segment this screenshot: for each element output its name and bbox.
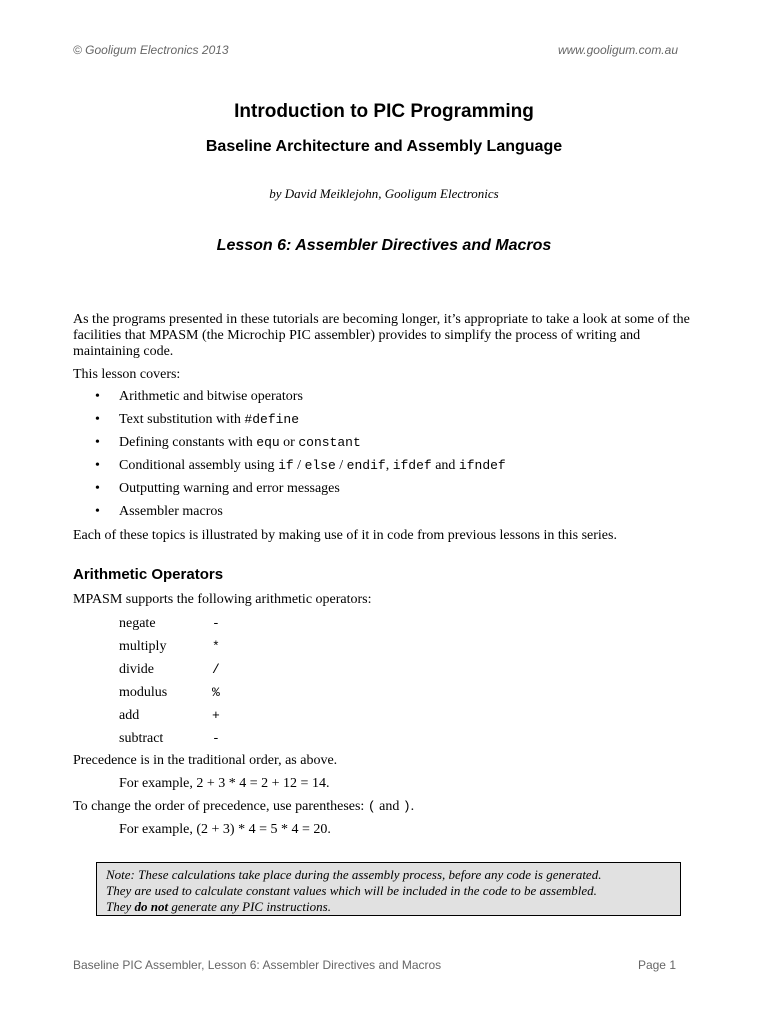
operator-symbol: - (212, 731, 220, 746)
note-emphasis: do not (134, 899, 169, 914)
note-text: They (106, 899, 135, 914)
operator-name: multiply (119, 638, 167, 654)
operator-symbol: % (212, 685, 220, 700)
code-paren-close: ) (402, 799, 411, 814)
note-box (96, 862, 681, 916)
table-row (119, 612, 220, 635)
intro-paragraph: As the programs presented in these tutorials are becoming longer, it’s appropriate to take a look at some of the facilities that MPASM (the Microchip PIC assembler) provides to simplify the process of writing and maintaining code. (73, 312, 690, 359)
operator-name: negate (119, 615, 156, 631)
note-text: generate any PIC instructions. (168, 899, 331, 914)
table-row (119, 727, 220, 750)
topic-text: Conditional assembly using (119, 458, 279, 473)
bullet-icon: • (95, 435, 100, 450)
operator-symbol: + (212, 708, 220, 723)
bullet-icon: • (95, 504, 100, 519)
author-line: by David Meiklejohn, Gooligum Electronics (269, 186, 499, 201)
lesson-title: Lesson 6: Assembler Directives and Macros (216, 237, 552, 254)
list-item (73, 481, 506, 504)
separator: / (293, 458, 305, 473)
code-constant: constant (298, 435, 361, 450)
example-precedence: For example, 2 + 3 * 4 = 2 + 12 = 14. (119, 776, 330, 791)
topic-text: Arithmetic and bitwise operators (119, 389, 303, 404)
header-website: www.gooligum.com.au (557, 43, 678, 57)
bullet-icon: • (95, 458, 100, 473)
topic-text: Defining constants with (119, 435, 257, 450)
list-item (73, 412, 506, 435)
table-row (119, 658, 220, 681)
code-paren-open: ( (367, 799, 376, 814)
separator: / (335, 458, 347, 473)
separator: , (385, 458, 393, 473)
operator-symbol: / (212, 662, 220, 677)
bullet-icon: • (95, 481, 100, 496)
table-row (119, 704, 220, 727)
operator-name: modulus (119, 684, 168, 700)
operators-lead: MPASM supports the following arithmetic operators: (73, 592, 372, 607)
code-define: #define (244, 412, 300, 427)
list-item (73, 435, 506, 458)
code-else: else (304, 458, 336, 473)
operators-table (119, 612, 220, 750)
code-ifndef: ifndef (458, 458, 506, 473)
parentheses-lead: To change the order of precedence, use parentheses: (73, 799, 368, 814)
parentheses-text (73, 799, 693, 815)
list-item (73, 458, 506, 481)
document-title: Introduction to PIC Programming (234, 101, 534, 122)
table-row (119, 635, 220, 658)
note-line (106, 899, 671, 915)
period: . (410, 799, 415, 814)
covers-label: This lesson covers: (73, 367, 181, 382)
footer-page-number: Page 1 (637, 958, 676, 972)
bullet-icon: • (95, 389, 100, 404)
table-row (119, 681, 220, 704)
precedence-text: Precedence is in the traditional order, as above. (73, 753, 338, 768)
operator-name: subtract (119, 730, 164, 746)
topic-text: Text substitution with (119, 412, 245, 427)
footer-doc-title: Baseline PIC Assembler, Lesson 6: Assembler Directives and Macros (73, 958, 442, 972)
topic-text: or (279, 435, 299, 450)
operator-name: add (119, 707, 140, 723)
document-subtitle: Baseline Architecture and Assembly Language (205, 138, 563, 155)
operator-symbol: * (212, 639, 220, 654)
separator: and (431, 458, 459, 473)
example-parentheses: For example, (2 + 3) * 4 = 5 * 4 = 20. (119, 822, 331, 837)
section-heading-arithmetic: Arithmetic Operators (73, 566, 224, 583)
and-word: and (375, 799, 403, 814)
topic-text: Assembler macros (119, 504, 223, 519)
code-ifdef: ifdef (392, 458, 432, 473)
note-line: Note: These calculations take place during the assembly process, before any code is generated. (106, 867, 602, 882)
topic-list (73, 389, 506, 527)
topic-text: Outputting warning and error messages (119, 481, 340, 496)
operator-symbol: - (212, 616, 220, 631)
bullet-icon: • (95, 412, 100, 427)
operator-name: divide (119, 661, 154, 677)
note-line: They are used to calculate constant values which will be included in the code to be assembled. (106, 883, 597, 898)
list-item (73, 389, 506, 412)
header-copyright: © Gooligum Electronics 2013 (73, 43, 229, 57)
topics-closing: Each of these topics is illustrated by making use of it in code from previous lessons in this series. (73, 528, 617, 543)
code-if: if (278, 458, 294, 473)
code-equ: equ (256, 435, 280, 450)
list-item (73, 504, 506, 527)
code-endif: endif (346, 458, 386, 473)
